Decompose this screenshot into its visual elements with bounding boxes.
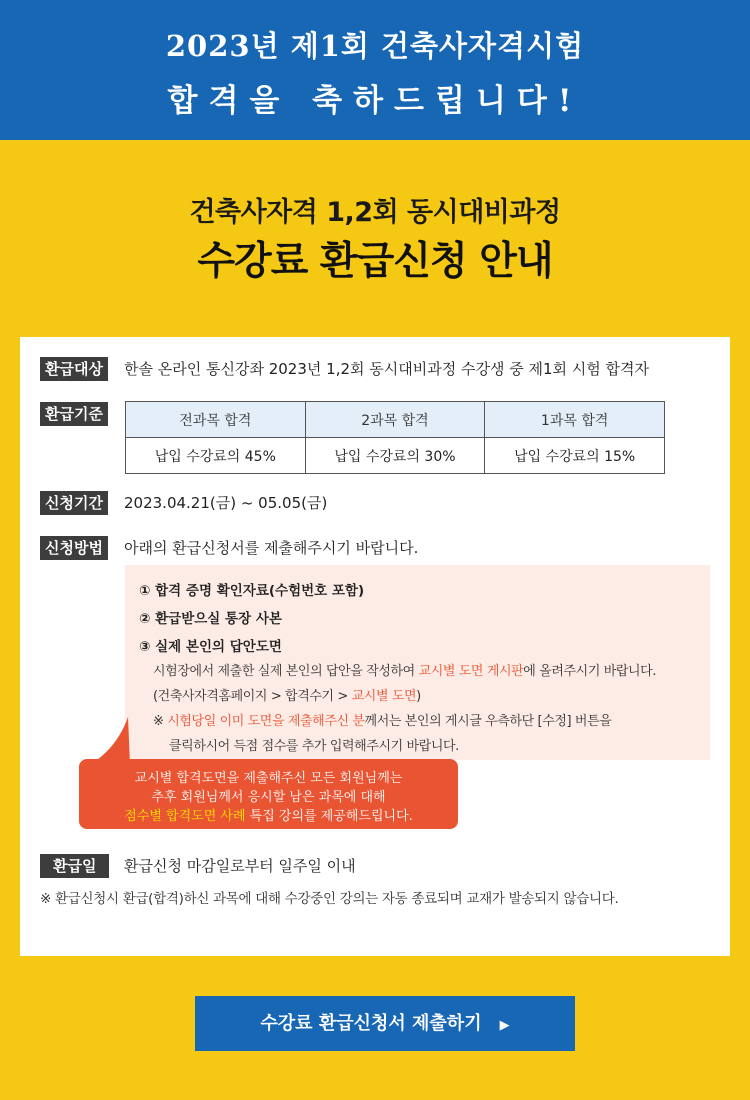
headline-sub: 건축사자격 1,2회 동시대비과정 (189, 197, 561, 228)
headline-main: 수강료 환급신청 안내 (197, 239, 553, 284)
step-3: ③ 실제 본인의 답안도면 (139, 639, 282, 655)
period-label: 신청기간 (40, 491, 108, 515)
bubble-highlight: 점수별 합격도면 사례 (124, 809, 246, 824)
criteria-value-cell: 납입 수강료의 15% (485, 438, 665, 474)
method-label: 신청방법 (40, 536, 108, 560)
info-panel (20, 337, 730, 956)
step3-instruction-text: 시험장에서 제출한 실제 본인의 답안을 작성하여 (153, 664, 419, 679)
step3-note-cont: 클릭하시어 득점 점수를 추가 입력해주시기 바랍니다. (169, 739, 459, 754)
submit-refund-button[interactable] (195, 996, 575, 1051)
bubble-line3-rest: 특집 강의를 제공해드립니다. (245, 809, 413, 824)
step3-note (153, 710, 611, 729)
criteria-header-cell: 2과목 합격 (305, 402, 485, 438)
step-2: ② 환급받으실 통장 사본 (139, 611, 282, 627)
step3-path-text: ) (416, 689, 421, 704)
board-link[interactable]: 교시별 도면 게시판 (418, 664, 524, 679)
submit-refund-label: 수강료 환급신청서 제출하기 (260, 1013, 482, 1034)
note-mark: ※ (153, 714, 168, 729)
bubble-line3 (79, 805, 458, 824)
method-text: 아래의 환급신청서를 제출해주시기 바랍니다. (124, 539, 419, 557)
criteria-value-row (126, 438, 665, 474)
step3-instruction (153, 660, 656, 679)
period-text: 2023.04.21(금) ~ 05.05(금) (124, 494, 328, 512)
note-highlight: 시험당일 이미 도면을 제출해주신 분 (167, 714, 365, 729)
criteria-value-cell: 납입 수강료의 30% (305, 438, 485, 474)
top-banner (0, 0, 750, 140)
step3-instruction-text: 에 올려주시기 바랍니다. (523, 664, 657, 679)
criteria-header-row (126, 402, 665, 438)
board-path-link[interactable]: 교시별 도면 (351, 689, 417, 704)
target-text: 한솔 온라인 통신강좌 2023년 1,2회 동시대비과정 수강생 중 제1회 시험 합격자 (124, 360, 649, 378)
step3-note-text: 께서는 본인의 게시글 우측하단 [수정] 버튼을 (364, 714, 612, 729)
refund-day-text: 환급신청 마감일로부터 일주일 이내 (124, 857, 356, 875)
refund-day-label: 환급일 (40, 854, 109, 878)
target-label: 환급대상 (40, 357, 108, 381)
step3-path (153, 685, 421, 704)
footnote: ※ 환급신청시 환급(합격)하신 과목에 대해 수강중인 강의는 자동 종료되며 교재가 발송되지 않습니다. (40, 891, 619, 907)
step-1: ① 합격 증명 확인자료(수험번호 포함) (139, 583, 365, 599)
criteria-header-cell: 1과목 합격 (485, 402, 665, 438)
criteria-value-cell: 납입 수강료의 45% (126, 438, 306, 474)
method-steps-box (125, 565, 710, 760)
banner-line1: 2023년 제1회 건축사자격시험 (165, 29, 585, 63)
step3-path-text: (건축사자격홈페이지 > 합격수기 > (153, 689, 352, 704)
criteria-label: 환급기준 (40, 402, 108, 426)
bonus-bubble (79, 759, 458, 829)
banner-line2: 합격을 축하드립니다! (167, 83, 583, 119)
bubble-line2: 추후 회원님께서 응시할 남은 과목에 대해 (151, 790, 386, 805)
criteria-header-cell: 전과목 합격 (126, 402, 306, 438)
bubble-line1: 교시별 합격도면을 제출해주신 모든 회원님께는 (134, 771, 403, 786)
play-arrow-icon: ▶ (499, 1018, 510, 1033)
criteria-table (125, 401, 665, 474)
